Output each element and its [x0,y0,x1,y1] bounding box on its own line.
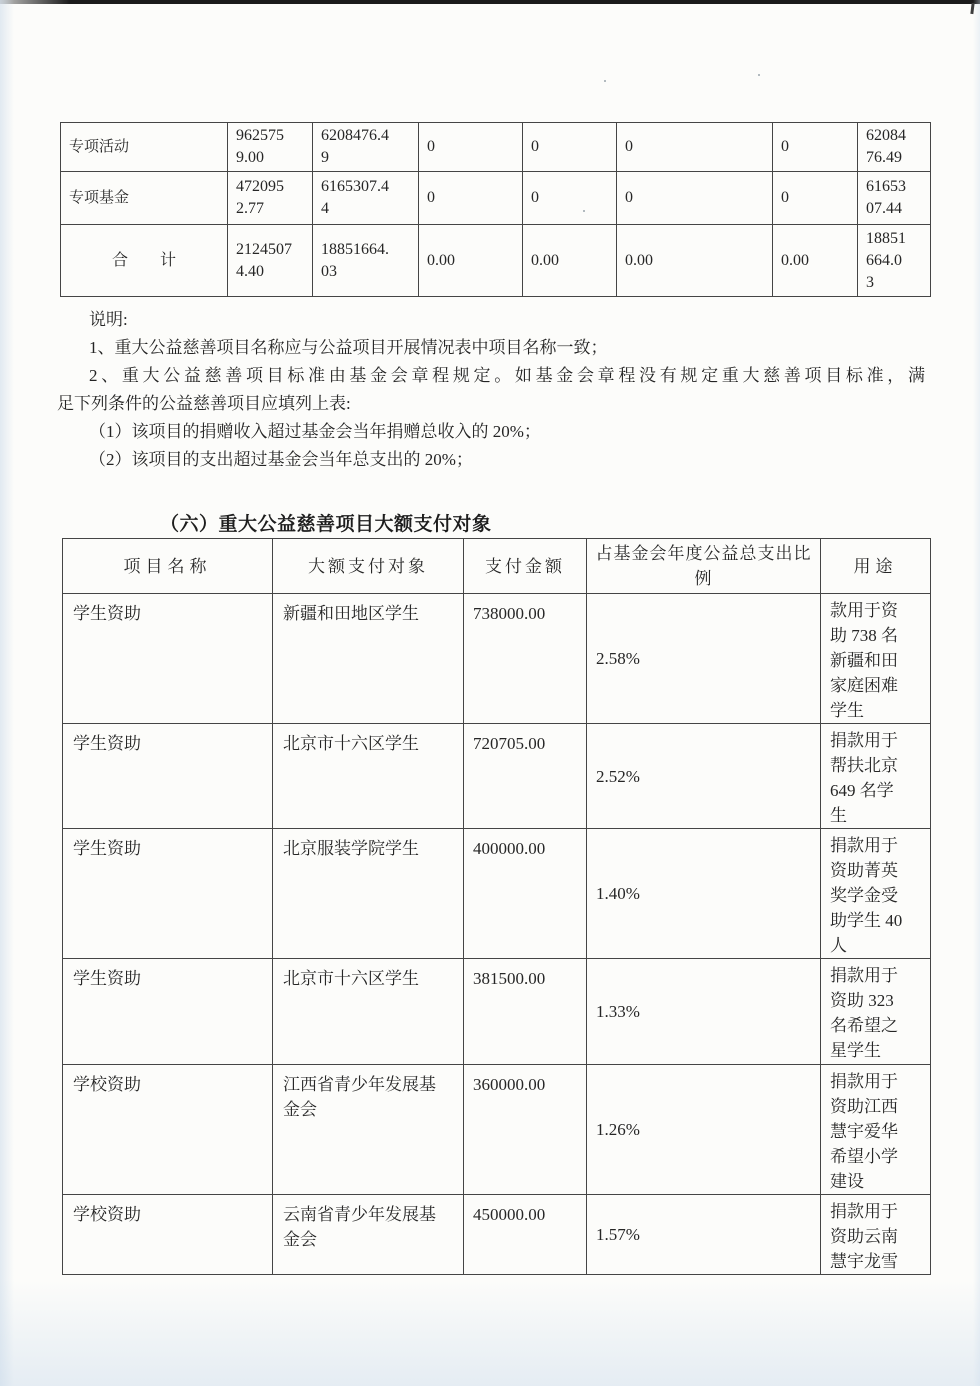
amount-cell: 0 [419,172,523,225]
amount-cell: 0 [617,172,773,225]
notes-item-2-line-2: 足下列条件的公益慈善项目应填列上表: [57,394,351,413]
project-cell: 学生资助 [63,959,273,1065]
project-cell: 学校资助 [63,1195,273,1275]
amount-cell: 6208476.49 [313,123,419,172]
amount-cell: 0 [773,123,858,172]
amount-cell: 0 [419,123,523,172]
table-row [63,959,931,1065]
payee-cell: 北京市十六区学生 [273,724,464,829]
amount-cell: 4720952.77 [228,172,313,225]
summary-row-special-fund [61,172,931,225]
table-row [63,724,931,829]
amount-cell: 0 [523,172,617,225]
amount-cell: 400000.00 [464,829,587,959]
amount-cell: 450000.00 [464,1195,587,1275]
ratio-cell: 2.52% [587,724,821,829]
notes-subitem-1: （1）该项目的捐赠收入超过基金会当年捐赠总收入的 20%； [89,422,541,441]
section-title: （六）重大公益慈善项目大额支付对象 [160,514,492,535]
project-cell: 学校资助 [63,1065,273,1195]
purpose-cell: 捐款用于资助 323 名希望之星学生 [821,959,931,1065]
notes-item-2-line-1: 2、重大公益慈善项目标准由基金会章程规定。如基金会章程没有规定重大慈善项目标准，满 [89,366,925,385]
scan-edge-tint-right [973,0,980,1386]
amount-cell: 360000.00 [464,1065,587,1195]
amount-cell: 0.00 [523,225,617,297]
purpose-cell: 捐款用于资助菁英奖学金受助学生 40 人 [821,829,931,959]
amount-cell: 0 [523,123,617,172]
col-header-amount: 支付金额 [464,539,587,594]
amount-cell: 738000.00 [464,594,587,724]
amount-cell: 6165307.44 [858,172,931,225]
summary-row-special-activity [61,123,931,172]
table-row [63,594,931,724]
amount-cell: 9625759.00 [228,123,313,172]
purpose-cell: 捐款用于资助江西慧宇爱华希望小学建设 [821,1065,931,1195]
project-cell: 学生资助 [63,724,273,829]
scan-speck [604,80,606,82]
summary-row-total [61,225,931,297]
amount-cell: 0 [617,123,773,172]
notes-heading: 说明: [89,310,128,329]
amount-cell: 6208476.49 [858,123,931,172]
amount-cell: 18851664.03 [313,225,419,297]
amount-cell: 720705.00 [464,724,587,829]
scan-speck [758,74,760,76]
notes-block [57,306,925,474]
amount-cell: 0.00 [419,225,523,297]
major-payees-table [62,538,931,1275]
amount-cell: 0 [773,172,858,225]
amount-cell: 6165307.44 [313,172,419,225]
ratio-cell: 1.57% [587,1195,821,1275]
project-cell: 学生资助 [63,829,273,959]
row-label-cell: 专项活动 [61,123,228,172]
table-row [63,1195,931,1275]
amount-cell: 0.00 [773,225,858,297]
payee-cell: 新疆和田地区学生 [273,594,464,724]
amount-cell: 18851664.03 [858,225,931,297]
notes-item-1: 1、重大公益慈善项目名称应与公益项目开展情况表中项目名称一致； [89,338,608,357]
purpose-cell: 捐款用于资助云南慧宇龙雪 [821,1195,931,1275]
purpose-cell: 捐款用于帮扶北京 649 名学生 [821,724,931,829]
notes-subitem-2: （2）该项目的支出超过基金会当年总支出的 20%； [89,450,473,469]
amount-cell: 0.00 [617,225,773,297]
purpose-cell: 款用于资助 738 名新疆和田家庭困难学生 [821,594,931,724]
ratio-cell: 2.58% [587,594,821,724]
table-row [63,829,931,959]
total-label-cell: 合 计 [61,225,228,297]
col-header-payee: 大额支付对象 [273,539,464,594]
amount-cell: 21245074.40 [228,225,313,297]
payee-cell: 北京市十六区学生 [273,959,464,1065]
table-row [63,1065,931,1195]
row-label-cell: 专项基金 [61,172,228,225]
col-header-purpose: 用途 [821,539,931,594]
ratio-cell: 1.33% [587,959,821,1065]
payee-cell: 云南省青少年发展基金会 [273,1195,464,1275]
ratio-cell: 1.26% [587,1065,821,1195]
col-header-ratio: 占基金会年度公益总支出比例 [587,539,821,594]
scan-speck [583,210,585,212]
summary-table [60,122,931,297]
table-header-row [63,539,931,594]
payee-cell: 北京服装学院学生 [273,829,464,959]
project-cell: 学生资助 [63,594,273,724]
scan-edge-strip [0,0,980,4]
scan-edge-tint-left [0,0,14,1386]
scan-edge-tint-bottom [0,1280,980,1386]
amount-cell: 381500.00 [464,959,587,1065]
col-header-project-name: 项目名称 [63,539,273,594]
payee-cell: 江西省青少年发展基金会 [273,1065,464,1195]
ratio-cell: 1.40% [587,829,821,959]
